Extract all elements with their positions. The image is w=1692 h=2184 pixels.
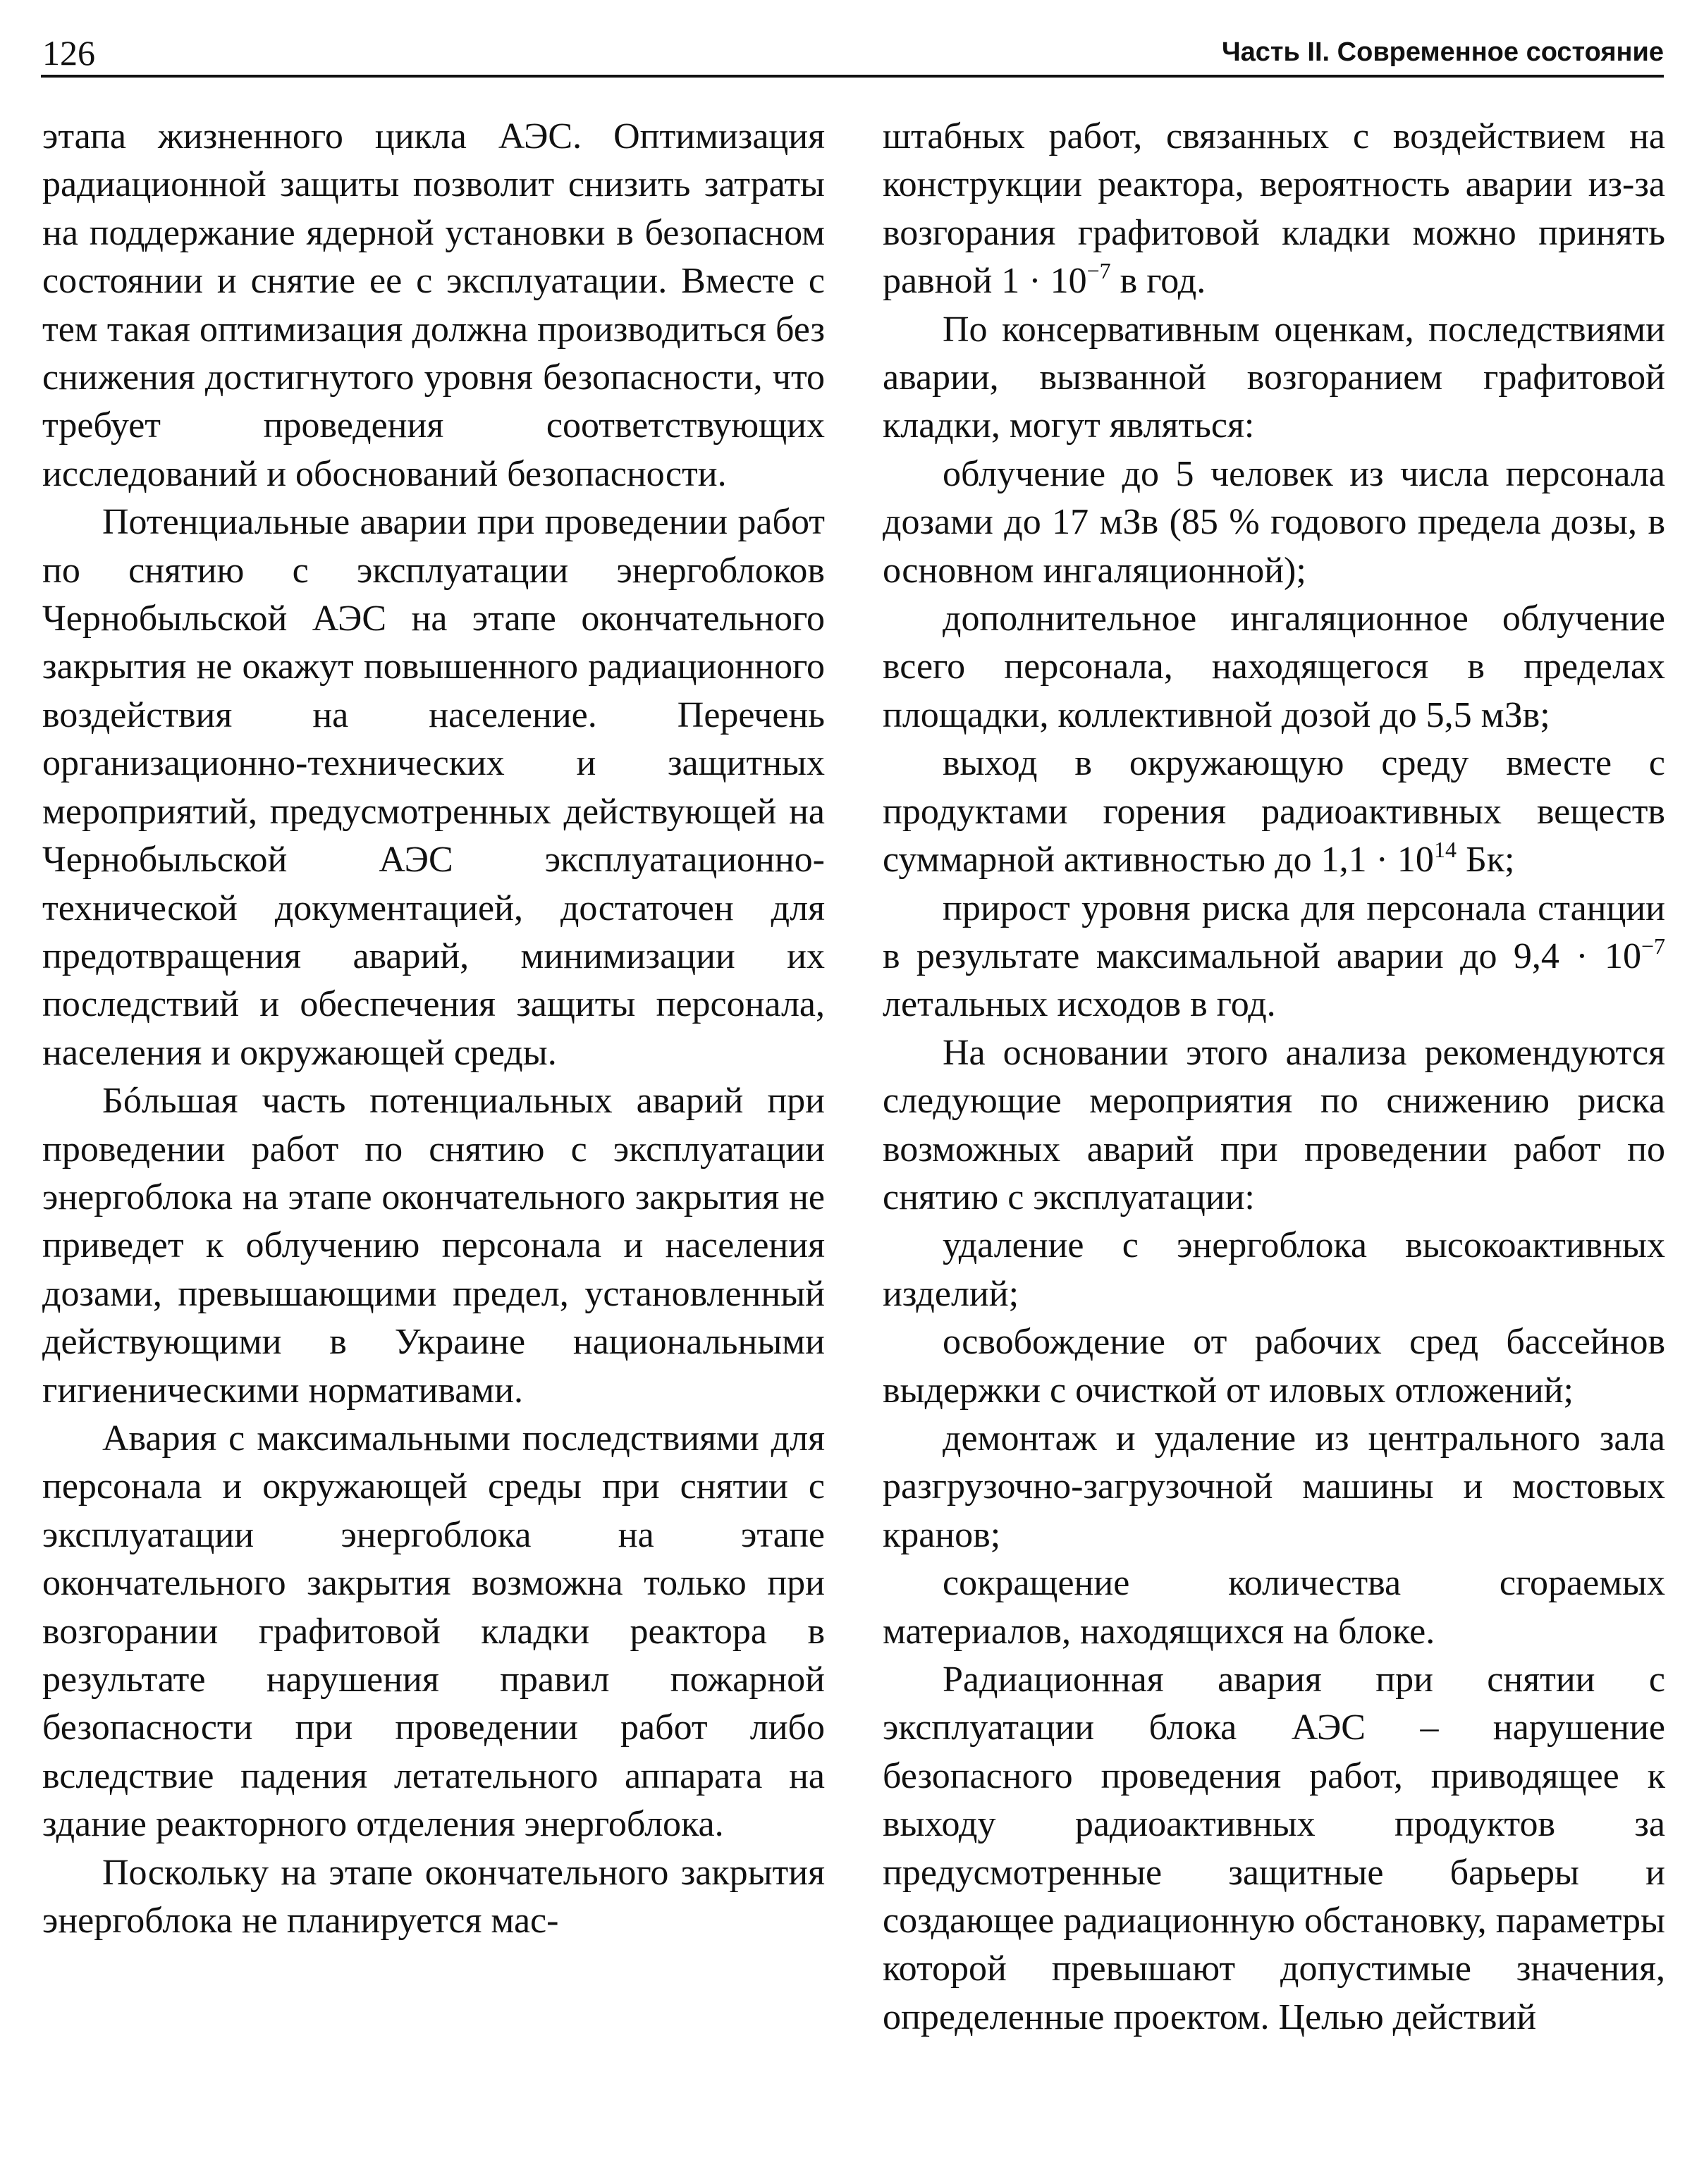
paragraph: На основании этого анализа рекомендуются следующие мероприятия по снижению риска возможных аварий при проведении работ по снятию с эксплуатации: (883, 1032, 1665, 1217)
page-number: 126 (42, 33, 95, 73)
exponent: 14 (1433, 837, 1457, 863)
paragraph-text: прирост уровня риска для персонала станции в результате максимальной аварии до 9,4 · 10 (883, 888, 1665, 976)
list-item: освобождение от рабочих сред бассейнов выдержки с очисткой от иловых отложений; (883, 1322, 1665, 1411)
paragraph-text: выход в окружающую среду вместе с продуктами горения радиоактивных веществ суммарной активностью до 1,1 · 10 (883, 743, 1665, 881)
paragraph (883, 113, 1665, 306)
list-item (883, 740, 1665, 884)
paragraph: Бóльшая часть потенциальных аварий при проведении работ по снятию с эксплуатации энергоблока на этапе окончательного закрытия не приведет к облучению персонала и населения дозами, превышающими предел, установленный действующими в Украине национальными гигиеническими нормативами. (42, 1081, 825, 1411)
exponent: −7 (1086, 258, 1111, 284)
paragraph: Потенциальные аварии при проведении работ по снятию с эксплуатации энергоблоков Чернобыльской АЭС на этапе окончательного закрытия не окажут повышенного радиационного воздействия на население. Перечень организационно-технических и защитных мероприятий, предусмотренных действующей на Чернобыльской АЭС эксплуатационно-технической документацией, достаточен для предотвращения аварий, минимизации их последствий и обеспечения защиты персонала, населения и окружающей среды. (42, 502, 825, 1073)
right-column (883, 113, 1665, 2042)
paragraph-text: Бк; (1456, 840, 1515, 881)
paragraph-text: штабных работ, связанных с воздействием на конструкции реактора, вероятность аварии из-за возгорания графитовой кладки можно принять равной 1 · 10 (883, 116, 1665, 302)
list-item: дополнительное ингаляционное облучение всего персонала, находящегося в пределах площадки, коллективной дозой до 5,5 мЗв; (883, 599, 1665, 735)
paragraph: Радиационная авария при снятии с эксплуатации блока АЭС – нарушение безопасного проведения работ, приводящее к выходу радиоактивных продуктов за предусмотренные защитные барьеры и создающее радиационную обстановку, параметры которой превышают допустимые значения, определенные проектом. Целью действий (883, 1660, 1665, 2037)
list-item: облучение до 5 человек из числа персонала дозами до 17 мЗв (85 % годового предела дозы, в основном ингаляционной); (883, 453, 1665, 591)
list-item: сокращение количества сгораемых материалов, находящихся на блоке. (883, 1563, 1665, 1652)
paragraph-text: в год. (1110, 261, 1206, 302)
exponent: −7 (1641, 933, 1665, 959)
paragraph: этапа жизненного цикла АЭС. Оптимизация радиационной защиты позволит снизить затраты на поддержание ядерной установки в безопасном состоянии и снятие ее с эксплуатации. Вместе с тем такая оптимизация должна производиться без снижения достигнутого уровня безопасности, что требует проведения соответствующих исследований и обоснований безопасности. (42, 116, 825, 494)
list-item: удаление с энергоблока высокоактивных изделий; (883, 1225, 1665, 1314)
running-title: Часть II. Современное состояние (1221, 37, 1664, 67)
list-item (883, 885, 1665, 1029)
header-rule (41, 75, 1664, 78)
paragraph-text: летальных исходов в год. (883, 984, 1276, 1025)
paragraph: По консервативным оценкам, последствиями аварии, вызванной возгоранием графитовой кладки, могут являться: (883, 309, 1665, 446)
paragraph: Авария с максимальными последствиями для персонала и окружающей среды при снятии с эксплуатации энергоблока на этапе окончательного закрытия возможна только при возгорании графитовой кладки реактора в результате нарушения правил пожарной безопасности при проведении работ либо вследствие падения летательного аппарата на здание реакторного отделения энергоблока. (42, 1418, 825, 1845)
list-item: демонтаж и удаление из центрального зала разгрузочно-загрузочной машины и мостовых кранов; (883, 1418, 1665, 1555)
paragraph: Поскольку на этапе окончательного закрытия энергоблока не планируется мас- (42, 1852, 825, 1941)
left-column (42, 113, 825, 1945)
